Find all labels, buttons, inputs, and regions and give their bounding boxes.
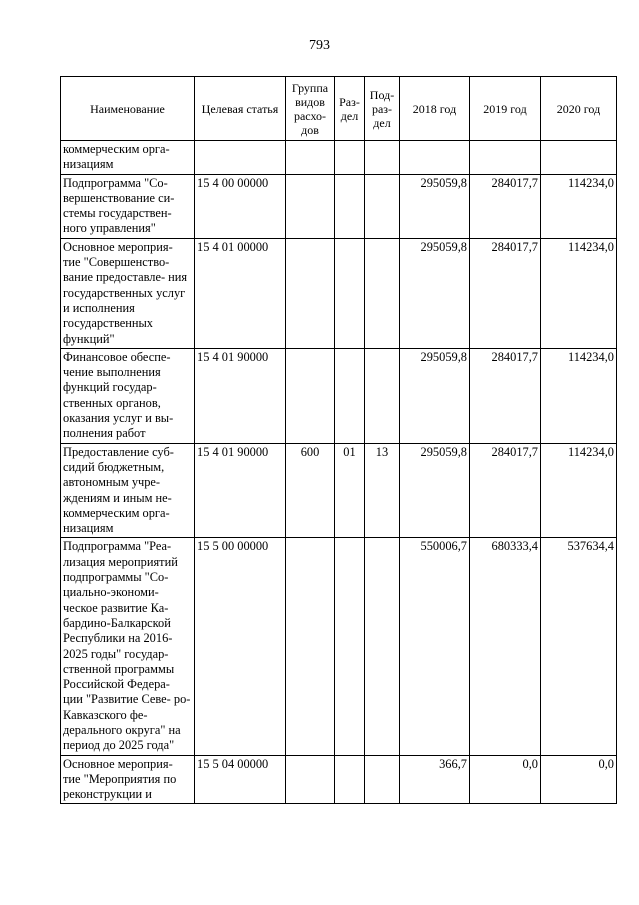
row-group [286, 141, 335, 175]
row-2018: 295059,8 [400, 238, 470, 348]
row-subsection [365, 174, 400, 238]
row-section: 01 [335, 443, 365, 538]
col-header-2018: 2018 год [400, 77, 470, 141]
col-header-section: Раз- дел [335, 77, 365, 141]
page-number: 793 [309, 38, 330, 53]
table-row [61, 755, 617, 804]
row-2018: 366,7 [400, 755, 470, 804]
col-header-subsection: Под- раз- дел [365, 77, 400, 141]
row-name: Финансовое обеспе- чение выполнения функций государ- ственных органов, оказания услуг и вы- полнения работ [61, 348, 195, 443]
row-2018: 295059,8 [400, 174, 470, 238]
row-subsection [365, 238, 400, 348]
row-2020: 114234,0 [541, 174, 617, 238]
row-2018: 295059,8 [400, 443, 470, 538]
row-2020: 114234,0 [541, 238, 617, 348]
row-name: Основное мероприя- тие "Совершенство- вание предоставле- ния государственных услуг и исполнения государственных функций" [61, 238, 195, 348]
table-row [61, 141, 617, 175]
col-header-target: Целевая статья [195, 77, 286, 141]
row-2020: 537634,4 [541, 538, 617, 755]
table-row [61, 538, 617, 755]
row-group [286, 348, 335, 443]
col-header-2019: 2019 год [470, 77, 541, 141]
row-name: Основное мероприя- тие "Мероприятия по реконструкции и [61, 755, 195, 804]
row-target-code: 15 5 00 00000 [195, 538, 286, 755]
row-group: 600 [286, 443, 335, 538]
row-2020: 0,0 [541, 755, 617, 804]
row-group [286, 755, 335, 804]
table-header-row [61, 77, 617, 141]
row-target-code: 15 4 01 90000 [195, 348, 286, 443]
row-subsection: 13 [365, 443, 400, 538]
row-subsection [365, 538, 400, 755]
row-name: коммерческим орга- низациям [61, 141, 195, 175]
row-2020 [541, 141, 617, 175]
table-row [61, 174, 617, 238]
row-2019: 284017,7 [470, 443, 541, 538]
row-2019: 284017,7 [470, 348, 541, 443]
table-row [61, 443, 617, 538]
row-2018 [400, 141, 470, 175]
row-section [335, 174, 365, 238]
col-header-name: Наименование [61, 77, 195, 141]
row-name: Подпрограмма "Реа- лизация мероприятий подпрограммы "Со- циально-экономи- ческое развитие Ка- бардино-Балкарской Республики на 2016- 2025 годы" государ- ственной программы Российской Федера- ции "Развитие Севе- ро-Кавказского фе- дерального округа" на период до 2025 года" [61, 538, 195, 755]
col-header-group: Группа видов расхо- дов [286, 77, 335, 141]
row-subsection [365, 755, 400, 804]
row-2019: 680333,4 [470, 538, 541, 755]
row-2020: 114234,0 [541, 348, 617, 443]
row-section [335, 538, 365, 755]
row-2018: 295059,8 [400, 348, 470, 443]
table-row [61, 238, 617, 348]
row-2019: 284017,7 [470, 174, 541, 238]
col-header-2020: 2020 год [541, 77, 617, 141]
row-2018: 550006,7 [400, 538, 470, 755]
row-2020: 114234,0 [541, 443, 617, 538]
row-section [335, 141, 365, 175]
row-group [286, 538, 335, 755]
row-group [286, 238, 335, 348]
row-subsection [365, 348, 400, 443]
row-target-code: 15 4 01 90000 [195, 443, 286, 538]
row-2019: 0,0 [470, 755, 541, 804]
row-2019: 284017,7 [470, 238, 541, 348]
row-subsection [365, 141, 400, 175]
row-2019 [470, 141, 541, 175]
row-name: Предоставление суб- сидий бюджетным, автономным учре- ждениям и иным не- коммерческим орга- низациям [61, 443, 195, 538]
table-row [61, 348, 617, 443]
row-name: Подпрограмма "Со- вершенствование си- стемы государствен- ного управления" [61, 174, 195, 238]
row-section [335, 348, 365, 443]
row-section [335, 755, 365, 804]
row-target-code [195, 141, 286, 175]
budget-table [60, 76, 617, 804]
row-target-code: 15 4 00 00000 [195, 174, 286, 238]
row-group [286, 174, 335, 238]
row-target-code: 15 4 01 00000 [195, 238, 286, 348]
row-section [335, 238, 365, 348]
row-target-code: 15 5 04 00000 [195, 755, 286, 804]
